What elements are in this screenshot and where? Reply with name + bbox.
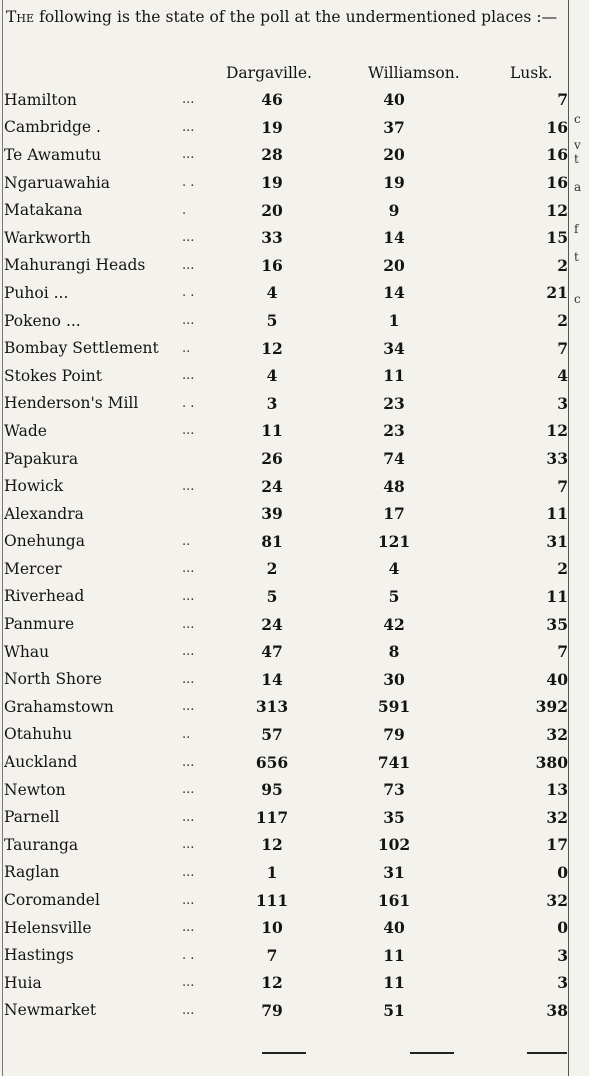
place-name: Wade — [4, 421, 47, 440]
place-name: Coromandel — [4, 891, 100, 910]
leader-dots: ... — [182, 257, 195, 273]
table-row — [4, 224, 568, 252]
margin-fragment: a — [574, 180, 582, 194]
dargaville-votes: 2 — [266, 559, 278, 579]
leader-dots: .. — [182, 340, 191, 356]
lusk-votes: 7 — [557, 90, 568, 110]
table-row — [4, 748, 568, 776]
williamson-votes: 9 — [388, 200, 400, 220]
williamson-votes: 51 — [383, 1000, 405, 1020]
dargaville-votes: 4 — [266, 366, 278, 386]
dargaville-votes: 19 — [261, 117, 283, 137]
williamson-votes: 5 — [388, 586, 400, 606]
margin-fragment: c — [574, 112, 581, 126]
leader-dots: ... — [182, 616, 195, 632]
williamson-votes: 14 — [383, 228, 405, 248]
dargaville-votes: 1 — [266, 862, 278, 882]
dargaville-votes: 57 — [261, 724, 283, 744]
lusk-votes: 3 — [557, 393, 568, 413]
table-row — [4, 831, 568, 859]
lusk-votes: 15 — [546, 228, 568, 248]
lusk-votes: 2 — [557, 311, 568, 331]
total-rule-dargaville — [262, 1052, 306, 1054]
williamson-votes: 19 — [383, 173, 405, 193]
place-name: Matakana — [4, 201, 83, 220]
lusk-votes: 3 — [557, 945, 568, 965]
leader-dots: ... — [182, 699, 195, 715]
leader-dots — [182, 500, 220, 528]
table-row — [4, 693, 568, 721]
table-row — [4, 859, 568, 887]
table-row — [4, 390, 568, 418]
lusk-votes: 32 — [546, 807, 568, 827]
dargaville-votes: 656 — [255, 752, 289, 772]
dargaville-votes: 16 — [261, 255, 283, 275]
table-row — [4, 528, 568, 556]
lusk-votes: 2 — [557, 255, 568, 275]
table-row — [4, 803, 568, 831]
left-column-rule — [2, 0, 3, 1076]
margin-fragment: v — [574, 138, 581, 152]
leader-dots: ... — [182, 561, 195, 577]
leader-dots: . . — [182, 175, 195, 191]
place-name: Helensville — [4, 918, 92, 937]
place-name: Warkworth — [4, 228, 91, 247]
lusk-votes: 11 — [546, 586, 568, 606]
table-row — [4, 500, 568, 528]
dargaville-votes: 12 — [261, 835, 283, 855]
margin-fragment: t — [574, 250, 579, 264]
table-row — [4, 969, 568, 997]
dargaville-votes: 12 — [261, 338, 283, 358]
place-name: Auckland — [4, 753, 78, 772]
williamson-votes: 40 — [383, 90, 405, 110]
place-name: Raglan — [4, 863, 60, 882]
table-row — [4, 721, 568, 749]
leader-dots: ... — [182, 1002, 195, 1018]
leader-dots: ... — [182, 119, 195, 135]
lusk-votes: 7 — [557, 476, 568, 496]
table-row — [4, 86, 568, 114]
place-name: Alexandra — [4, 504, 84, 523]
williamson-votes: 79 — [383, 724, 405, 744]
lusk-votes: 0 — [557, 918, 568, 938]
place-name: Papakura — [4, 449, 79, 468]
intro-lead-word: The — [6, 8, 35, 26]
table-row — [4, 334, 568, 362]
lusk-votes: 380 — [535, 752, 568, 772]
place-name: Onehunga — [4, 532, 85, 551]
place-name: Ngaruawahia — [4, 173, 111, 192]
place-name: Hastings — [4, 946, 74, 965]
lusk-votes: 16 — [546, 173, 568, 193]
dargaville-votes: 4 — [266, 283, 278, 303]
total-rule-williamson — [410, 1052, 454, 1054]
table-row — [4, 114, 568, 142]
williamson-votes: 73 — [383, 780, 405, 800]
place-name: Otahuhu — [4, 725, 73, 744]
leader-dots: ... — [182, 754, 195, 770]
leader-dots: ... — [182, 837, 195, 853]
williamson-votes: 74 — [383, 449, 405, 469]
place-name: Mahurangi Heads — [4, 256, 146, 275]
lusk-votes: 32 — [546, 890, 568, 910]
place-name: Henderson's Mill — [4, 394, 139, 413]
leader-dots: ... — [182, 920, 195, 936]
williamson-votes: 4 — [388, 559, 400, 579]
leader-dots: ... — [182, 368, 195, 384]
intro-text: following is the state of the poll at the undermentioned places :— — [34, 8, 558, 26]
lusk-votes: 3 — [557, 973, 568, 993]
place-name: Bombay Settlement — [4, 339, 159, 358]
leader-dots: . — [182, 202, 187, 218]
leader-dots: ... — [182, 92, 195, 108]
place-name: Cambridge . — [4, 118, 101, 137]
table-row — [4, 279, 568, 307]
williamson-votes: 1 — [388, 311, 400, 331]
column-headers — [0, 64, 568, 88]
place-name: Puhoi ... — [4, 283, 69, 302]
dargaville-votes: 39 — [261, 504, 283, 524]
table-row — [4, 252, 568, 280]
table-row — [4, 307, 568, 335]
place-name: Mercer — [4, 559, 62, 578]
leader-dots: ... — [182, 230, 195, 246]
williamson-votes: 161 — [377, 890, 411, 910]
dargaville-votes: 5 — [266, 586, 278, 606]
williamson-votes: 14 — [383, 283, 405, 303]
williamson-votes: 48 — [383, 476, 405, 496]
williamson-votes: 20 — [383, 255, 405, 275]
table-row — [4, 665, 568, 693]
dargaville-votes: 28 — [261, 145, 283, 165]
williamson-votes: 102 — [377, 835, 411, 855]
williamson-votes: 35 — [383, 807, 405, 827]
table-row — [4, 445, 568, 473]
place-name: Whau — [4, 642, 50, 661]
place-name: Huia — [4, 973, 42, 992]
place-name: Tauranga — [4, 835, 79, 854]
lusk-votes: 32 — [546, 724, 568, 744]
dargaville-votes: 20 — [261, 200, 283, 220]
williamson-votes: 42 — [383, 614, 405, 634]
williamson-votes: 17 — [383, 504, 405, 524]
leader-dots: . . — [182, 395, 195, 411]
lusk-votes: 16 — [546, 117, 568, 137]
leader-dots: ... — [182, 809, 195, 825]
williamson-votes: 23 — [383, 393, 405, 413]
header-lusk: Lusk. — [510, 64, 553, 82]
dargaville-votes: 111 — [255, 890, 289, 910]
place-name: Panmure — [4, 615, 75, 634]
leader-dots: ... — [182, 644, 195, 660]
lusk-votes: 4 — [557, 366, 568, 386]
leader-dots — [182, 445, 220, 473]
table-row — [4, 141, 568, 169]
margin-fragment: c — [574, 292, 581, 306]
lusk-votes: 38 — [546, 1000, 568, 1020]
leader-dots: . . — [182, 285, 195, 301]
williamson-votes: 40 — [383, 918, 405, 938]
dargaville-votes: 46 — [261, 90, 283, 110]
table-row — [4, 638, 568, 666]
lusk-votes: 21 — [546, 283, 568, 303]
williamson-votes: 34 — [383, 338, 405, 358]
intro-paragraph — [6, 6, 562, 28]
place-name: Hamilton — [4, 90, 77, 109]
table-row — [4, 169, 568, 197]
leader-dots: ... — [182, 313, 195, 329]
place-name: Howick — [4, 477, 64, 496]
table-row — [4, 583, 568, 611]
header-williamson: Williamson. — [368, 64, 460, 82]
williamson-votes: 31 — [383, 862, 405, 882]
table-row — [4, 472, 568, 500]
lusk-votes: 7 — [557, 338, 568, 358]
leader-dots: ... — [182, 975, 195, 991]
leader-dots: . . — [182, 947, 195, 963]
place-name: Riverhead — [4, 587, 85, 606]
dargaville-votes: 19 — [261, 173, 283, 193]
place-name: North Shore — [4, 670, 102, 689]
place-name: Te Awamutu — [4, 145, 102, 164]
williamson-votes: 30 — [383, 669, 405, 689]
dargaville-votes: 12 — [261, 973, 283, 993]
williamson-votes: 37 — [383, 117, 405, 137]
dargaville-votes: 81 — [261, 531, 283, 551]
lusk-votes: 35 — [546, 614, 568, 634]
table-row — [4, 941, 568, 969]
table-row — [4, 776, 568, 804]
table-row — [4, 610, 568, 638]
total-rule-lusk — [527, 1052, 567, 1054]
dargaville-votes: 79 — [261, 1000, 283, 1020]
williamson-votes: 11 — [383, 973, 405, 993]
place-name: Stokes Point — [4, 366, 102, 385]
dargaville-votes: 11 — [261, 421, 283, 441]
dargaville-votes: 47 — [261, 642, 283, 662]
lusk-votes: 7 — [557, 642, 568, 662]
lusk-votes: 0 — [557, 862, 568, 882]
williamson-votes: 20 — [383, 145, 405, 165]
leader-dots: ... — [182, 671, 195, 687]
table-row — [4, 362, 568, 390]
header-dargaville: Dargaville. — [226, 64, 312, 82]
lusk-votes: 16 — [546, 145, 568, 165]
lusk-votes: 40 — [546, 669, 568, 689]
dargaville-votes: 24 — [261, 476, 283, 496]
lusk-votes: 12 — [546, 421, 568, 441]
margin-fragment: t — [574, 152, 579, 166]
lusk-votes: 11 — [546, 504, 568, 524]
lusk-votes: 2 — [557, 559, 568, 579]
table-row — [4, 555, 568, 583]
lusk-votes: 13 — [546, 780, 568, 800]
dargaville-votes: 313 — [255, 697, 289, 717]
margin-fragment: f — [574, 222, 579, 236]
place-name: Newmarket — [4, 1001, 97, 1020]
williamson-votes: 121 — [377, 531, 411, 551]
leader-dots: .. — [182, 533, 191, 549]
williamson-votes: 11 — [383, 945, 405, 965]
totals-rules — [0, 1052, 568, 1056]
leader-dots: ... — [182, 588, 195, 604]
williamson-votes: 741 — [377, 752, 411, 772]
williamson-votes: 591 — [377, 697, 411, 717]
table-row — [4, 196, 568, 224]
lusk-votes: 12 — [546, 200, 568, 220]
dargaville-votes: 7 — [266, 945, 278, 965]
williamson-votes: 8 — [388, 642, 400, 662]
leader-dots: .. — [182, 726, 191, 742]
leader-dots: ... — [182, 892, 195, 908]
leader-dots: ... — [182, 782, 195, 798]
leader-dots: ... — [182, 864, 195, 880]
lusk-votes: 31 — [546, 531, 568, 551]
dargaville-votes: 26 — [261, 449, 283, 469]
table-row — [4, 914, 568, 942]
dargaville-votes: 14 — [261, 669, 283, 689]
dargaville-votes: 117 — [255, 807, 289, 827]
table-row — [4, 417, 568, 445]
dargaville-votes: 3 — [266, 393, 278, 413]
table-row — [4, 997, 568, 1025]
lusk-votes: 17 — [546, 835, 568, 855]
column-divider-rule — [568, 0, 569, 1076]
place-name: Parnell — [4, 808, 60, 827]
dargaville-votes: 5 — [266, 311, 278, 331]
leader-dots: ... — [182, 147, 195, 163]
lusk-votes: 392 — [535, 697, 568, 717]
lusk-votes: 33 — [546, 449, 568, 469]
table-row — [4, 886, 568, 914]
dargaville-votes: 33 — [261, 228, 283, 248]
poll-table-body — [4, 86, 568, 1024]
williamson-votes: 23 — [383, 421, 405, 441]
dargaville-votes: 24 — [261, 614, 283, 634]
place-name: Newton — [4, 780, 66, 799]
place-name: Grahamstown — [4, 697, 114, 716]
williamson-votes: 11 — [383, 366, 405, 386]
leader-dots: ... — [182, 478, 195, 494]
dargaville-votes: 10 — [261, 918, 283, 938]
dargaville-votes: 95 — [261, 780, 283, 800]
leader-dots: ... — [182, 423, 195, 439]
poll-table — [4, 86, 568, 1024]
place-name: Pokeno ... — [4, 311, 81, 330]
